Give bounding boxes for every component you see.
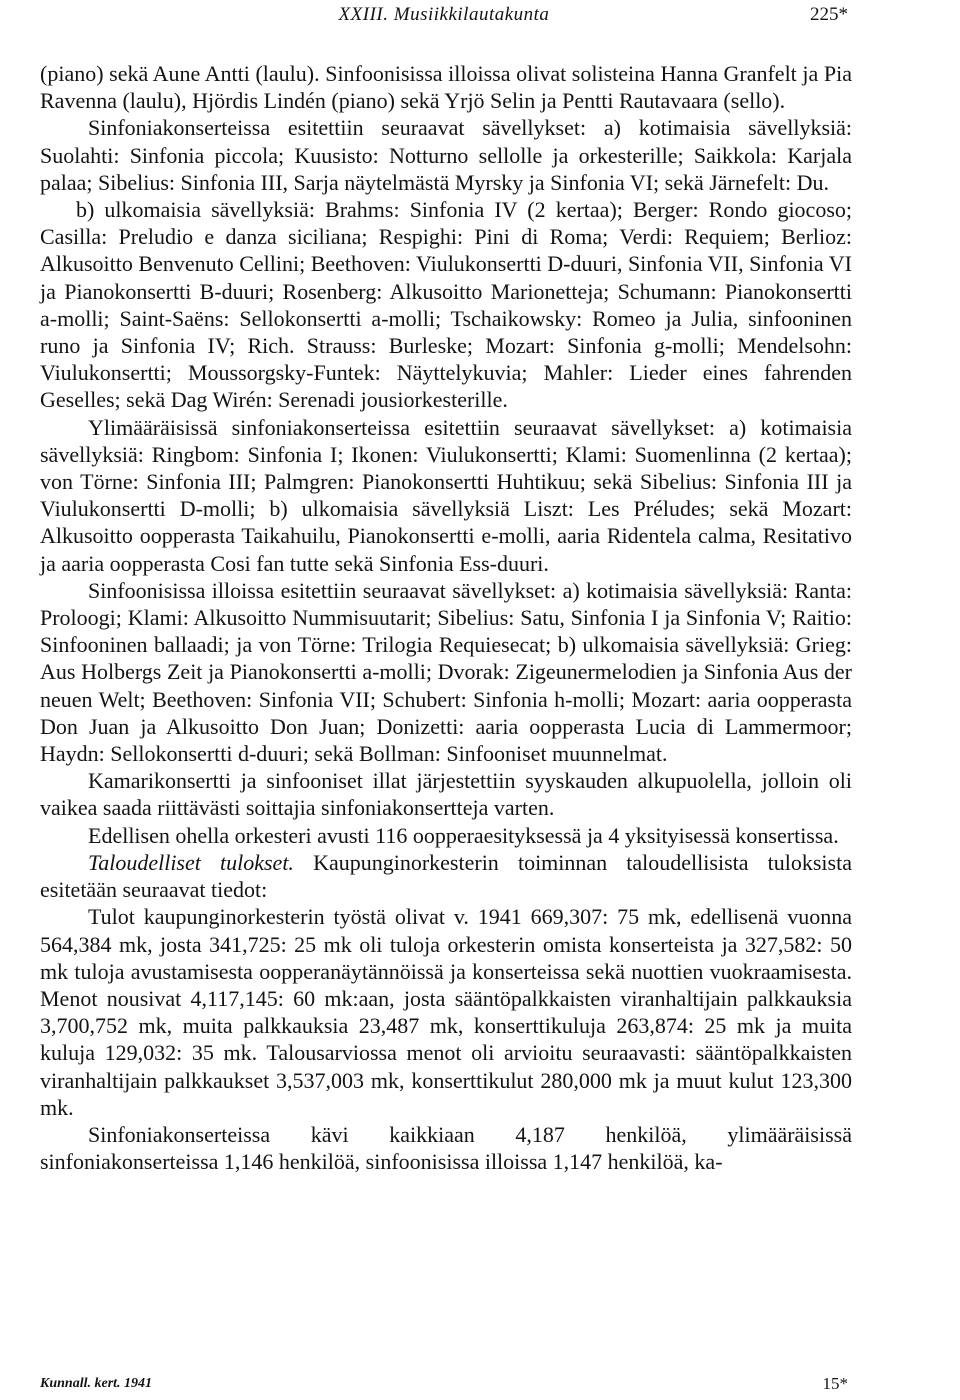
section-paragraph (40, 849, 852, 903)
paragraph: Kamarikonsertti ja sinfooniset illat järjestettiin syyskauden alkupuolella, jolloin oli vaikea saada riittävästi soittajia sinfoniakonsertteja varten. (40, 768, 852, 821)
body-text (40, 60, 852, 1175)
paragraph: Edellisen ohella orkesteri avusti 116 oopperaesityksessä ja 4 yksityisessä konsertissa. (88, 822, 839, 848)
section-paragraph-text: Kaupunginorkesterin toiminnan taloudellisista tuloksista esitetään seuraavat tiedot: (40, 849, 852, 903)
chapter-title: XXIII. Musiikkilautakunta (338, 4, 550, 25)
paragraph: Tulot kaupunginorkesterin työstä olivat v. 1941 669,307: 75 mk, edellisenä vuonna 564,384 mk, josta 341,725: 25 mk oli tuloja orkesterin omista konserteista ja 327,582: 50 mk tuloja avustamisesta oopperanäytännöissä ja konserteissa sekä nuottien vuokraamisesta. Menot nousivat 4,117,145: 60 mk:aan, josta sääntöpalkkaisten viranhaltijain palkkauksia 3,700,752 mk, muita palkkauksia 23,487 mk, konserttikuluja 263,874: 25 mk ja muita kuluja 129,032: 35 mk. Talousarviossa menot oli arvioitu seuraavasti: sääntöpalkkaisten viranhaltijain palkkaukset 3,537,003 mk, konserttikulut 280,000 mk ja muut kulut 123,300 mk. (40, 904, 852, 1120)
sheet-mark: 15* (822, 1374, 848, 1393)
paragraph: b) ulkomaisia sävellyksiä: Brahms: Sinfonia IV (2 kertaa); Berger: Rondo giocoso; Casilla: Preludio e danza siciliana; Respighi: Pini di Roma; Verdi: Requiem; Berlioz: Alkusoitto Benvenuto Cellini; Beethoven: Viulukonsertti D-duuri, Sinfonia VII, Sinfonia VI ja Pianokonsertti B-duuri; Rosenberg: Alkusoitto Marionetteja; Schumann: Pianokonsertti a-molli; Saint-Saëns: Sellokonsertti a-molli; Tschaikowsky: Romeo ja Julia, sinfooninen runo ja Sinfonia IV; Rich. Strauss: Burleske; Mozart: Sinfonia g-molli; Mendelsohn: Viulukonsertti; Moussorgsky-Funtek: Näyttelykuvia; Mahler: Lieder eines fahrenden Geselles; sekä Dag Wirén: Serenadi jousiorkesterille. (40, 197, 853, 413)
section-heading: Taloudelliset tulokset. (88, 849, 294, 875)
paragraph: Sinfoniakonserteissa kävi kaikkiaan 4,187 henkilöä, ylimääräisissä sinfoniakonserteissa 1,146 henkilöä, sinfoonisissa illoissa 1,147 henkilöä, ka- (40, 1121, 852, 1175)
footer-source: Kunnall. kert. 1941 (40, 1376, 153, 1391)
paragraph: Sinfoniakonserteissa esitettiin seuraavat sävellykset: a) kotimaisia sävellyksiä: Suolahti: Sinfonia piccola; Kuusisto: Notturno sellolle ja orkesterille; Saikkola: Karjala palaa; Sibelius: Sinfonia III, Sarja näytelmästä Myrsky ja Sinfonia VI; sekä Järnefelt: Du. (40, 115, 852, 195)
running-header (40, 4, 848, 32)
page-footer (40, 1376, 848, 1396)
page-number: 225* (810, 4, 848, 25)
paragraph: Sinfoonisissa illoissa esitettiin seuraavat sävellykset: a) kotimaisia sävellyksiä: Ranta: Proloogi; Klami: Alkusoitto Nummisuutarit; Sibelius: Satu, Sinfonia I ja Sinfonia V; Raitio: Sinfooninen ballaadi; ja von Törne: Trilogia Requiesecat; b) ulkomaisia sävellyksiä: Grieg: Aus Holbergs Zeit ja Pianokonsertti a-molli; Dvorak: Zigeunermelodien ja Sinfonia Aus der neuen Welt; Beethoven: Sinfonia VII; Schubert: Sinfonia h-molli; Mozart: aaria oopperasta Don Juan ja Alkusoitto Don Juan; Donizetti: aaria oopperasta Lucia di Lammermoor; Haydn: Sellokonsertti d-duuri; sekä Bollman: Sinfooniset muunnelmat. (40, 577, 852, 767)
paragraph: Ylimääräisissä sinfoniakonserteissa esitettiin seuraavat sävellykset: a) kotimaisia sävellyksiä: Ringbom: Sinfonia I; Ikonen: Viulukonsertti; Klami: Suomenlinna (2 kertaa); von Törne: Sinfonia III; Palmgren: Pianokonsertti Huhtikuu; sekä Sibelius: Sinfonia III ja Viulukonsertti D-molli; b) ulkomaisia sävellyksiä Liszt: Les Préludes; sekä Mozart: Alkusoitto oopperasta Taikahuilu, Pianokonsertti e-molli, aaria Ridentela calma, Resitativo ja aaria oopperasta Cosi fan tutte sekä Sinfonia Ess-duuri. (40, 414, 852, 576)
paragraph: (piano) sekä Aune Antti (laulu). Sinfoonisissa illoissa olivat solisteina Hanna Granfelt ja Pia Ravenna (laulu), Hjördis Lindén (piano) sekä Yrjö Selin ja Pentti Rautavaara (sello). (40, 61, 852, 114)
